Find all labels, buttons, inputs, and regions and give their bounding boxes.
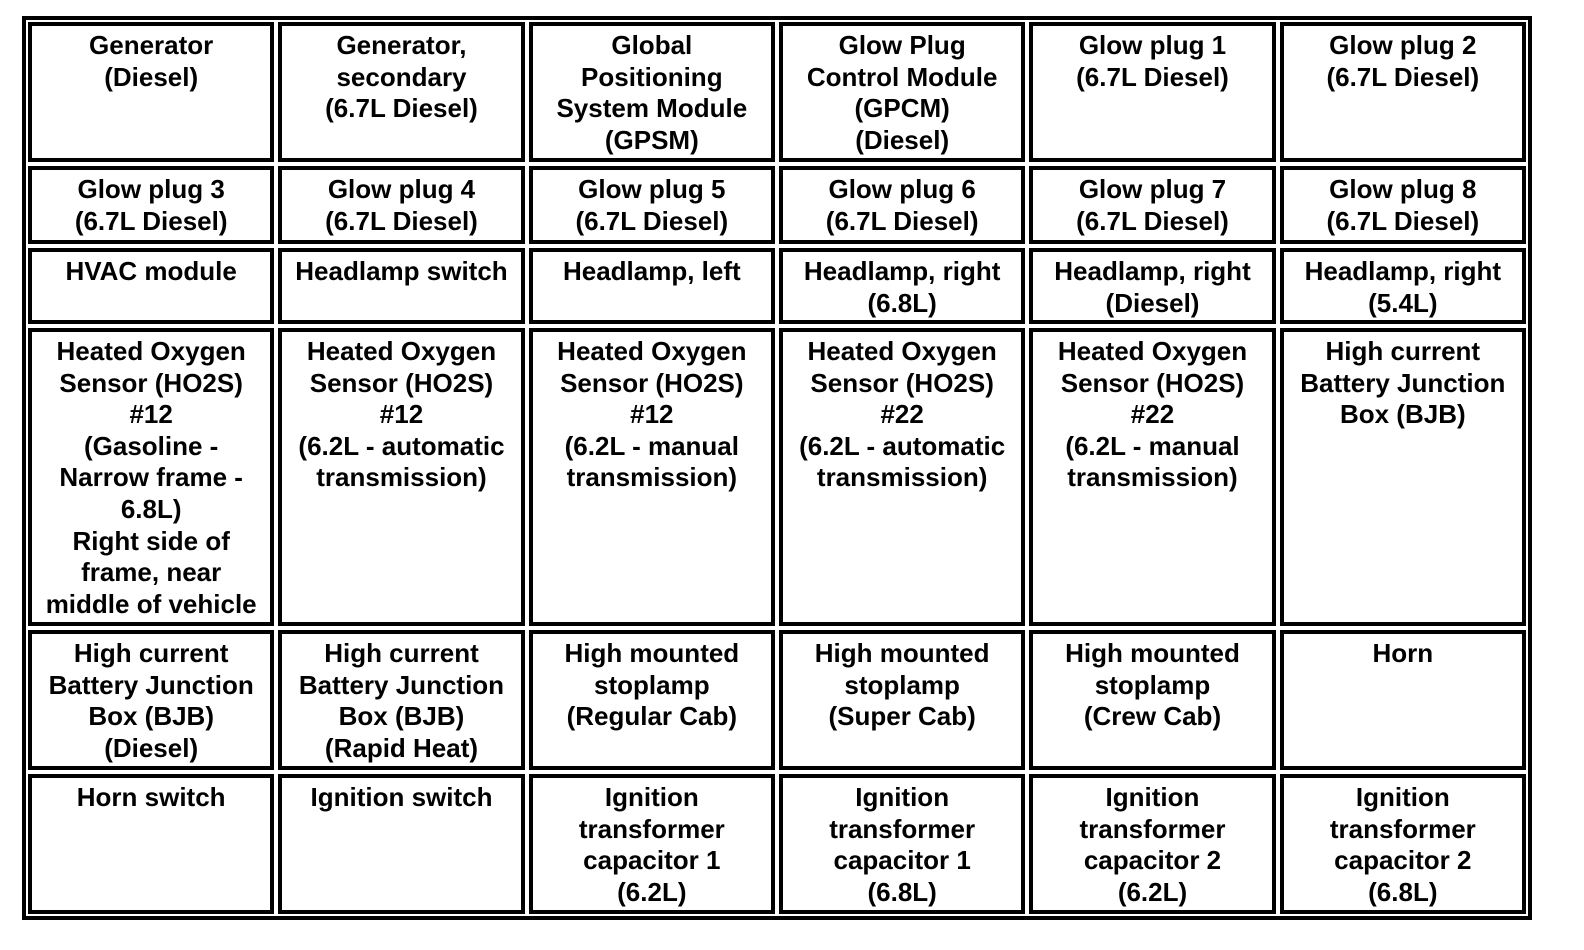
table-cell (529, 22, 775, 162)
cell-text: High mounted stoplamp (Super Cab) (814, 638, 990, 732)
cell-text: Glow plug 3 (6.7L Diesel) (74, 174, 228, 236)
cell-text: Ignition transformer capacitor 2 (6.2L) (1079, 782, 1226, 907)
table-cell (1280, 630, 1526, 770)
table-cell (28, 166, 274, 244)
table-cell (779, 166, 1025, 244)
table-cell (1280, 774, 1526, 914)
cell-text: High mounted stoplamp (Regular Cab) (564, 638, 740, 732)
cell-text: Generator (Diesel) (89, 30, 214, 92)
cell-text: Headlamp switch (295, 256, 508, 286)
table-cell (28, 774, 274, 914)
cell-text: Headlamp, right (Diesel) (1054, 256, 1251, 318)
cell-text: Heated Oxygen Sensor (HO2S) #12 (6.2L - automatic transmission) (298, 336, 505, 493)
table-cell (1029, 248, 1275, 324)
cell-text: Ignition transformer capacitor 1 (6.8L) (829, 782, 976, 907)
table-cell (529, 774, 775, 914)
cell-text: Horn (1372, 638, 1434, 668)
table-cell (28, 630, 274, 770)
cell-text: Headlamp, right (6.8L) (803, 256, 1001, 318)
component-table (22, 16, 1532, 920)
cell-text: High mounted stoplamp (Crew Cab) (1065, 638, 1240, 732)
table-cell (28, 22, 274, 162)
cell-text: Heated Oxygen Sensor (HO2S) #12 (6.2L - manual transmission) (557, 336, 747, 493)
table-cell (779, 328, 1025, 626)
cell-text: Global Positioning System Module (GPSM) (556, 30, 748, 155)
cell-text: High current Battery Junction Box (BJB) (1300, 336, 1506, 430)
table-cell (28, 328, 274, 626)
cell-text: Headlamp, left (562, 256, 741, 286)
cell-text: Glow plug 4 (6.7L Diesel) (325, 174, 478, 236)
table-cell (529, 630, 775, 770)
cell-text: Ignition transformer capacitor 2 (6.8L) (1329, 782, 1476, 907)
table-cell (1280, 328, 1526, 626)
cell-text: Glow plug 2 (6.7L Diesel) (1326, 30, 1480, 92)
cell-text: Generator, secondary (6.7L Diesel) (325, 30, 478, 124)
table-cell (779, 630, 1025, 770)
table-cell (28, 248, 274, 324)
table-cell (278, 166, 524, 244)
table-cell (278, 328, 524, 626)
table-cell (1029, 328, 1275, 626)
cell-text: Horn switch (76, 782, 226, 812)
cell-text: High current Battery Junction Box (BJB) (Rapid Heat) (298, 638, 505, 763)
cell-text: High current Battery Junction Box (BJB) (Diesel) (48, 638, 254, 763)
table-cell (278, 774, 524, 914)
cell-text: HVAC module (65, 256, 237, 286)
cell-text: Headlamp, right (5.4L) (1304, 256, 1502, 318)
cell-text: Heated Oxygen Sensor (HO2S) #22 (6.2L - automatic transmission) (799, 336, 1006, 493)
cell-text: Glow Plug Control Module (GPCM) (Diesel) (806, 30, 998, 155)
cell-text: Heated Oxygen Sensor (HO2S) #22 (6.2L - manual transmission) (1057, 336, 1248, 493)
cell-text: Glow plug 8 (6.7L Diesel) (1326, 174, 1480, 236)
table-cell (278, 22, 524, 162)
cell-text: Glow plug 5 (6.7L Diesel) (575, 174, 729, 236)
table-cell (779, 248, 1025, 324)
cell-text: Ignition transformer capacitor 1 (6.2L) (578, 782, 725, 907)
cell-text: Heated Oxygen Sensor (HO2S) #12 (Gasoline - Narrow frame - 6.8L) Right side of frame, near middle of vehicle (45, 336, 257, 619)
table-cell (1029, 166, 1275, 244)
table-cell (529, 166, 775, 244)
cell-text: Glow plug 7 (6.7L Diesel) (1076, 174, 1229, 236)
table-cell (1029, 630, 1275, 770)
table-cell (1280, 22, 1526, 162)
table-cell (1029, 774, 1275, 914)
table-cell (529, 248, 775, 324)
table-cell (1029, 22, 1275, 162)
cell-text: Ignition switch (310, 782, 493, 812)
table-cell (779, 22, 1025, 162)
table-cell (529, 328, 775, 626)
table-cell (1280, 166, 1526, 244)
cell-text: Glow plug 6 (6.7L Diesel) (825, 174, 979, 236)
table-cell (1280, 248, 1526, 324)
component-grid (26, 20, 1528, 916)
cell-text: Glow plug 1 (6.7L Diesel) (1076, 30, 1229, 92)
table-cell (278, 248, 524, 324)
table-cell (278, 630, 524, 770)
table-cell (779, 774, 1025, 914)
